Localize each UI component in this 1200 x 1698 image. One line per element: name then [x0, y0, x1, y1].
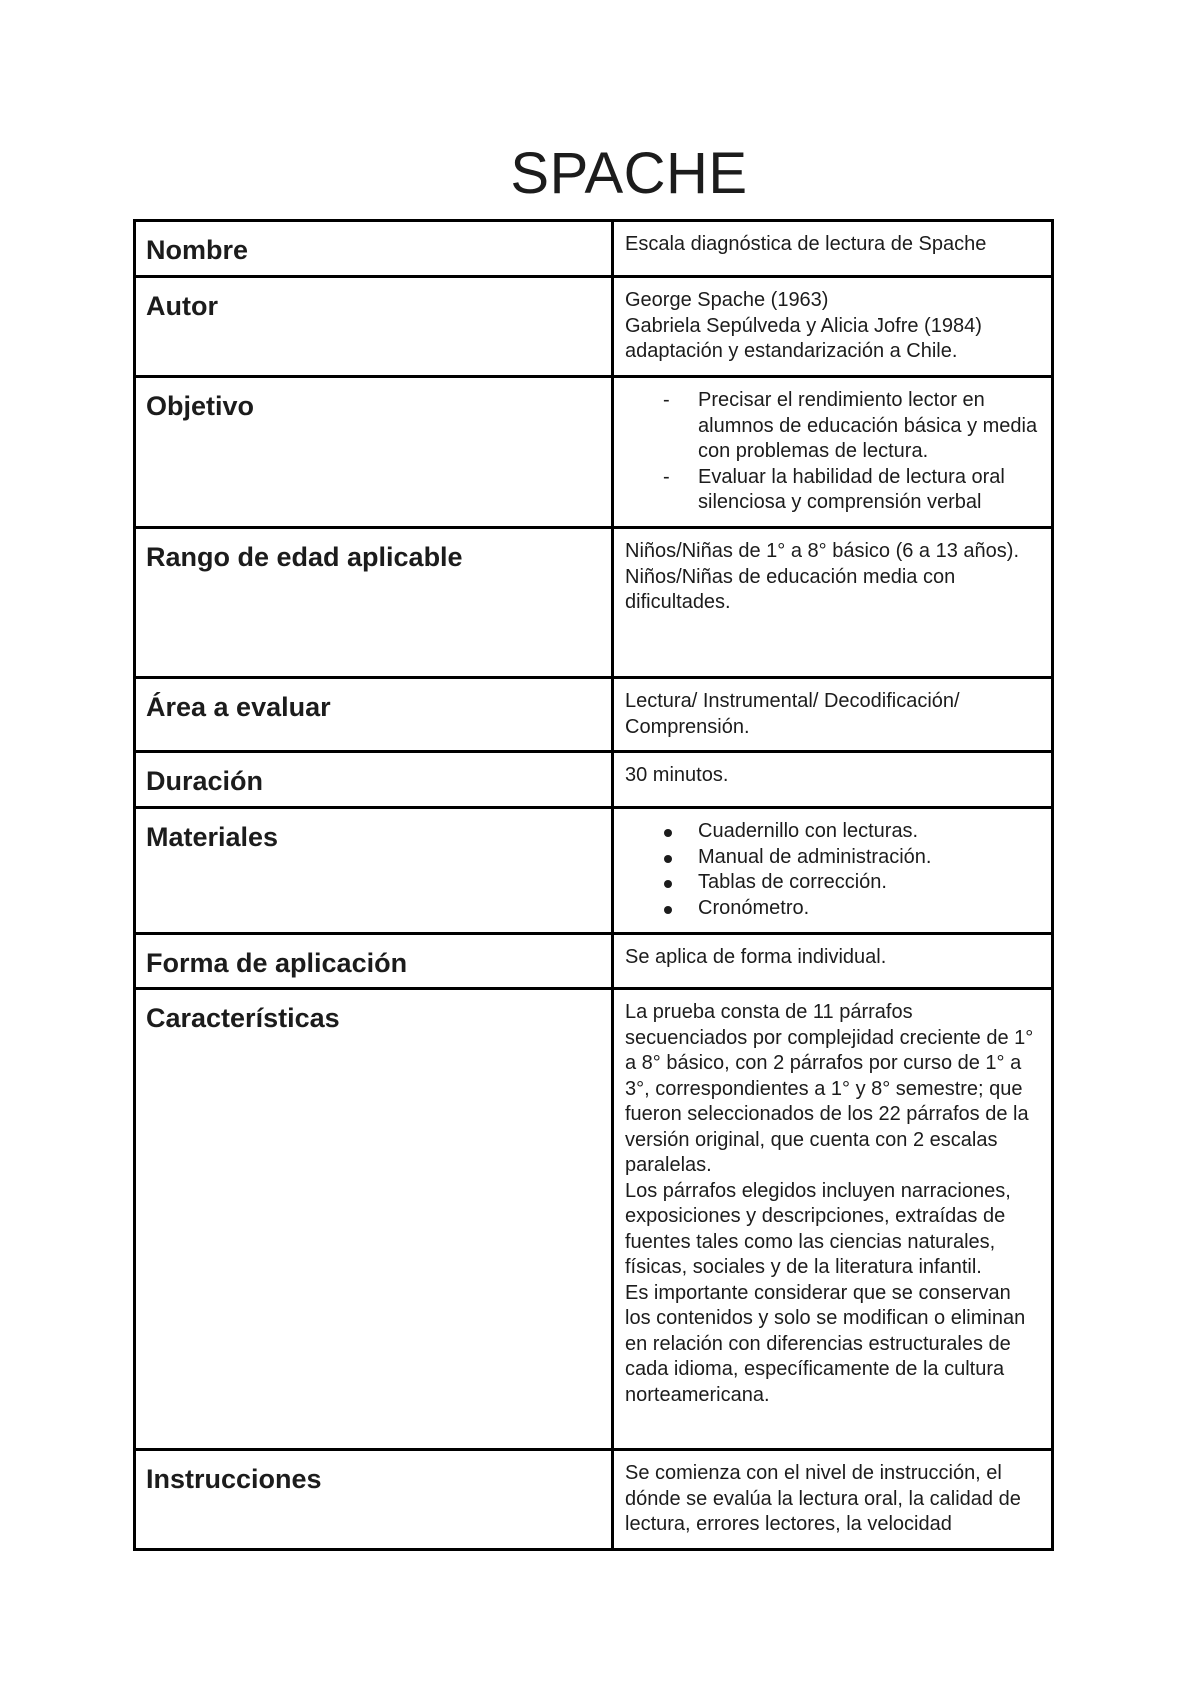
- row-area: [135, 678, 1053, 752]
- value-line: 30 minutos.: [625, 764, 729, 786]
- row-value: [613, 678, 1053, 752]
- value-line: adaptación y estandarización a Chile.: [625, 340, 958, 362]
- value-line: La prueba consta de 11 párrafos secuenciados por complejidad creciente de 1° a 8° básico, con 2 párrafos por curso de 1° a 3°, correspondientes a 1° y 8° semestre; que fueron seleccionados de los 22 párrafos de la versión original, que cuenta con 2 escalas paralelas.: [625, 1001, 1034, 1176]
- value-line: Es importante considerar que se conservan los contenidos y solo se modifican o eliminan en relación con diferencias estructurales de cada idioma, específicamente de la cultura norteamericana.: [625, 1281, 1026, 1406]
- row-label: Objetivo: [135, 377, 613, 528]
- row-value: [613, 752, 1053, 808]
- row-label: Instrucciones: [135, 1450, 613, 1550]
- value-line: Niños/Niñas de educación media con dificultades.: [625, 565, 956, 613]
- list-item: Manual de administración.: [625, 845, 1039, 871]
- row-instrucciones: [135, 1450, 1053, 1550]
- row-rango-edad: [135, 528, 1053, 678]
- row-value: [613, 1450, 1053, 1550]
- row-nombre: [135, 221, 1053, 277]
- row-label: Rango de edad aplicable: [135, 528, 613, 678]
- list-item: Cronómetro.: [625, 896, 1039, 922]
- value-line: Niños/Niñas de 1° a 8° básico (6 a 13 años).: [625, 540, 1019, 562]
- value-line: Lectura/ Instrumental/ Decodificación/ Comprensión.: [625, 690, 960, 738]
- page-title: SPACHE: [510, 141, 748, 206]
- value-line: Se comienza con el nivel de instrucción, el dónde se evalúa la lectura oral, la calidad de lectura, errores lectores, la velocidad: [625, 1462, 1021, 1535]
- row-autor: [135, 277, 1053, 377]
- row-value: [613, 989, 1053, 1450]
- row-caracteristicas: [135, 989, 1053, 1450]
- list-item: - Evaluar la habilidad de lectura oral silenciosa y comprensión verbal: [625, 465, 1039, 516]
- row-forma-aplicacion: [135, 934, 1053, 989]
- row-label: Autor: [135, 277, 613, 377]
- row-value: [613, 277, 1053, 377]
- value-line: Se aplica de forma individual.: [625, 946, 887, 968]
- row-label: Duración: [135, 752, 613, 808]
- list-item: - Precisar el rendimiento lector en alumnos de educación básica y media con problemas de lectura.: [625, 388, 1039, 465]
- row-value: [613, 934, 1053, 989]
- row-value: [613, 221, 1053, 277]
- list-item: Cuadernillo con lecturas.: [625, 819, 1039, 845]
- row-objetivo: [135, 377, 1053, 528]
- value-line: George Spache (1963): [625, 289, 829, 311]
- row-value: [613, 808, 1053, 934]
- value-line: Gabriela Sepúlveda y Alicia Jofre (1984): [625, 314, 982, 337]
- row-duracion: [135, 752, 1053, 808]
- list-item: Tablas de corrección.: [625, 870, 1039, 896]
- value-line: Los párrafos elegidos incluyen narraciones, exposiciones y descripciones, extraídas de fuentes tales como las ciencias naturales, físicas, sociales y de la literatura infantil.: [625, 1179, 1011, 1278]
- row-label: Área a evaluar: [135, 678, 613, 752]
- value-line: Escala diagnóstica de lectura de Spache: [625, 233, 987, 255]
- row-materiales: [135, 808, 1053, 934]
- materials-list: [625, 819, 1039, 921]
- row-value: [613, 377, 1053, 528]
- info-table: [133, 219, 1054, 1551]
- row-label: Materiales: [135, 808, 613, 934]
- row-label: Características: [135, 989, 613, 1450]
- objective-list: [625, 388, 1039, 516]
- row-label: Nombre: [135, 221, 613, 277]
- row-label: Forma de aplicación: [135, 934, 613, 989]
- row-value: [613, 528, 1053, 678]
